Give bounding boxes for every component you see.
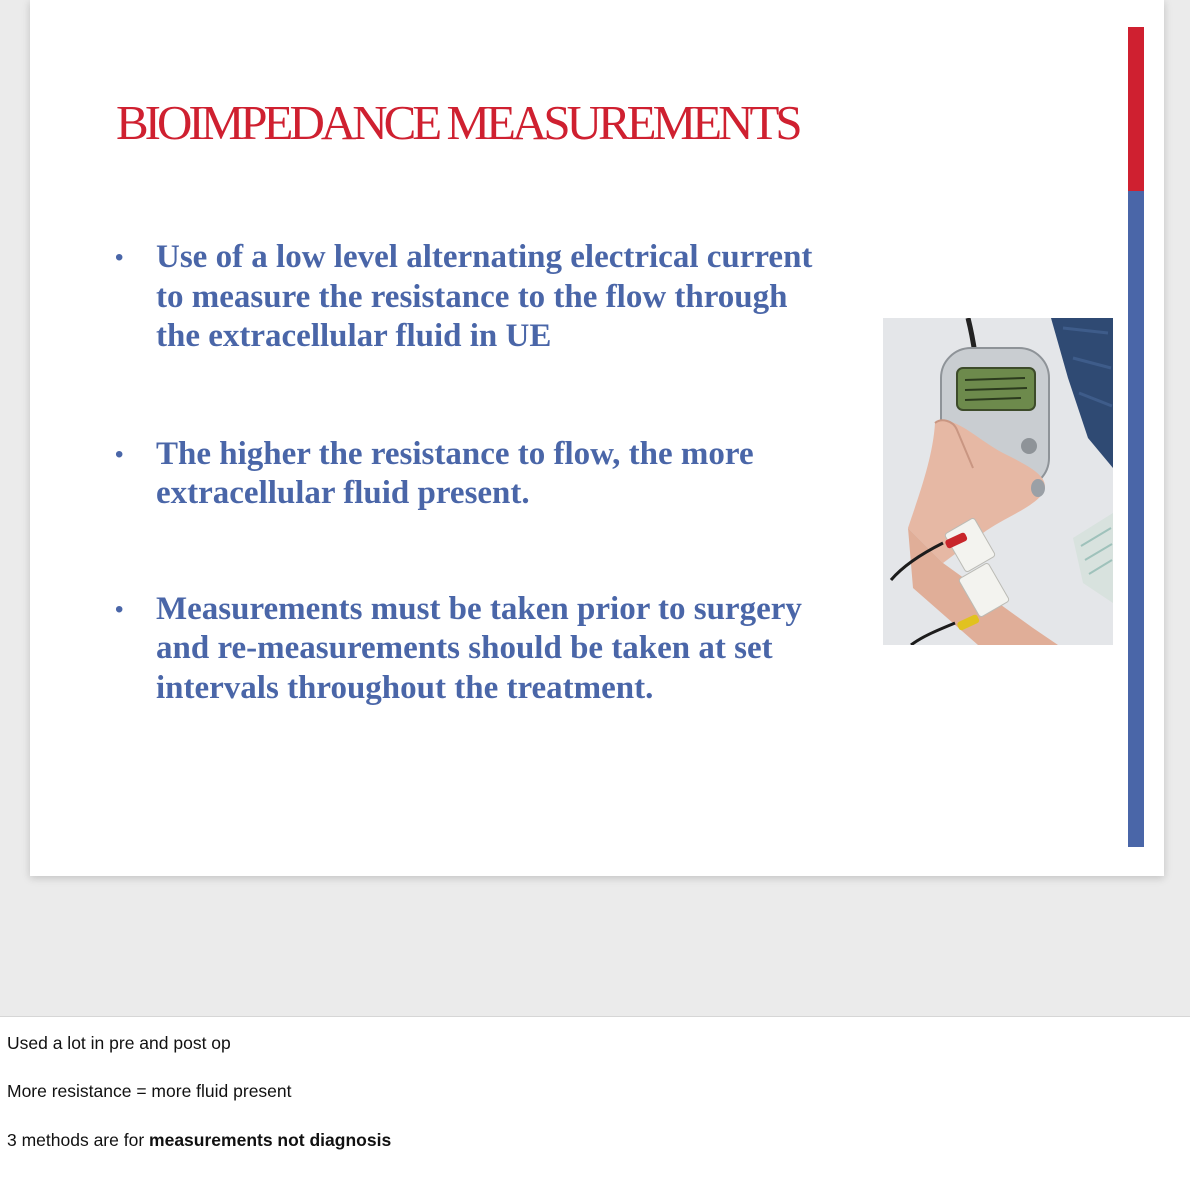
bullet-dot-icon: •: [115, 244, 124, 271]
bullet-item: [110, 590, 830, 709]
note-line: Used a lot in pre and post op: [7, 1033, 231, 1053]
bullet-item: [110, 435, 830, 514]
note-line: More resistance = more fluid present: [7, 1081, 292, 1101]
bullet-dot-icon: •: [115, 595, 124, 623]
slide-title: BIOIMPEDANCE MEASUREMENTS: [116, 95, 799, 150]
slide[interactable]: [30, 0, 1164, 876]
note-text: 3 methods are for: [7, 1130, 150, 1150]
bullet-text: Use of a low level alternating electrical current to measure the resistance to the flow through the extracellular fluid in UE: [156, 239, 813, 354]
bullet-text: Measurements must be taken prior to surgery and re-measurements should be taken at set intervals throughout the treatment.: [156, 590, 802, 706]
note-line: [7, 1130, 391, 1151]
accent-bar-blue: [1128, 191, 1144, 847]
bullet-item: [110, 238, 830, 357]
accent-bar-red: [1128, 27, 1144, 191]
note-bold-text: measurements not diagnosis: [149, 1130, 392, 1150]
bullet-list: [110, 238, 830, 708]
bioimpedance-device-photo: [883, 318, 1113, 645]
bullet-text: The higher the resistance to flow, the more extracellular fluid present.: [156, 435, 754, 511]
bullet-dot-icon: •: [115, 440, 124, 468]
